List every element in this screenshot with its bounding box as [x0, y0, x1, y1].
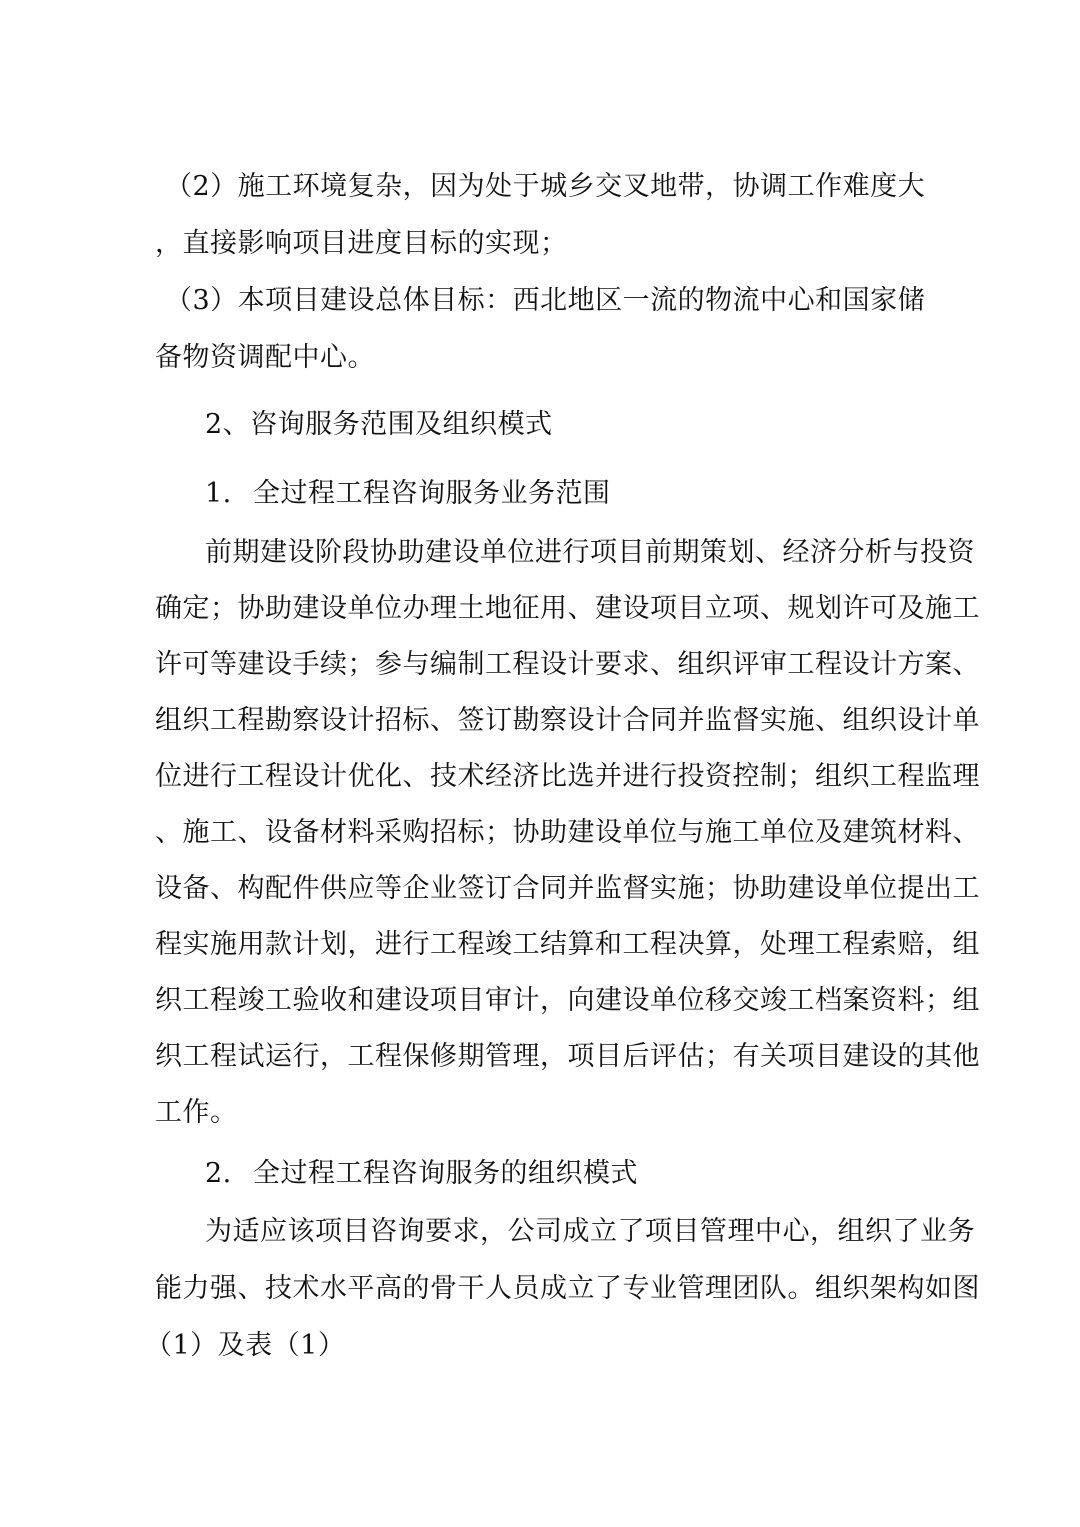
subsection-heading-2: [205, 1157, 975, 1191]
subsection-title: 全过程工程咨询服务的组织模式: [253, 1158, 638, 1189]
paragraph-line: ，直接影响项目进度目标的实现；: [155, 228, 568, 259]
paragraph-line: 为适应该项目咨询要求，公司成立了项目管理中心，组织了业务: [205, 1216, 975, 1247]
paragraph-line: 工作。: [155, 1097, 238, 1128]
subsection-title: 全过程工程咨询服务业务范围: [253, 478, 611, 509]
paragraph-line: 备物资调配中心。: [155, 342, 375, 373]
paragraph-line: 组织工程勘察设计招标、签订勘察设计合同并监督实施、组织设计单: [155, 705, 980, 736]
paragraph-line: 织工程试运行，工程保修期管理，项目后评估；有关项目建设的其他: [155, 1041, 980, 1072]
paragraph-line: 前期建设阶段协助建设单位进行项目前期策划、经济分析与投资: [205, 537, 975, 568]
section-heading: 2、咨询服务范围及组织模式: [205, 409, 553, 440]
paragraph-line: 织工程竣工验收和建设项目审计，向建设单位移交竣工档案资料；组: [155, 985, 980, 1016]
paragraph-line: 能力强、技术水平高的骨干人员成立了专业管理团队。组织架构如图: [155, 1273, 980, 1304]
paragraph-line: （1）及表（1）: [145, 1330, 346, 1361]
paragraph-line: （3）本项目建设总体目标：西北地区一流的物流中心和国家储: [165, 285, 926, 316]
paragraph-line: 位进行工程设计优化、技术经济比选并进行投资控制；组织工程监理: [155, 761, 980, 792]
subsection-number: 2.: [205, 1158, 232, 1189]
subsection-number: 1.: [205, 478, 232, 509]
paragraph-line: 设备、构配件供应等企业签订合同并监督实施；协助建设单位提出工: [155, 873, 980, 904]
paragraph-line: 程实施用款计划，进行工程竣工结算和工程决算，处理工程索赔，组: [155, 929, 980, 960]
paragraph-line: 许可等建设手续；参与编制工程设计要求、组织评审工程设计方案、: [155, 649, 980, 680]
paragraph-line: 、施工、设备材料采购招标；协助建设单位与施工单位及建筑材料、: [155, 817, 980, 848]
subsection-heading-1: [205, 477, 975, 511]
paragraph-line: （2）施工环境复杂，因为处于城乡交叉地带，协调工作难度大: [165, 171, 926, 202]
paragraph-line: 确定；协助建设单位办理土地征用、建设项目立项、规划许可及施工: [155, 593, 980, 624]
